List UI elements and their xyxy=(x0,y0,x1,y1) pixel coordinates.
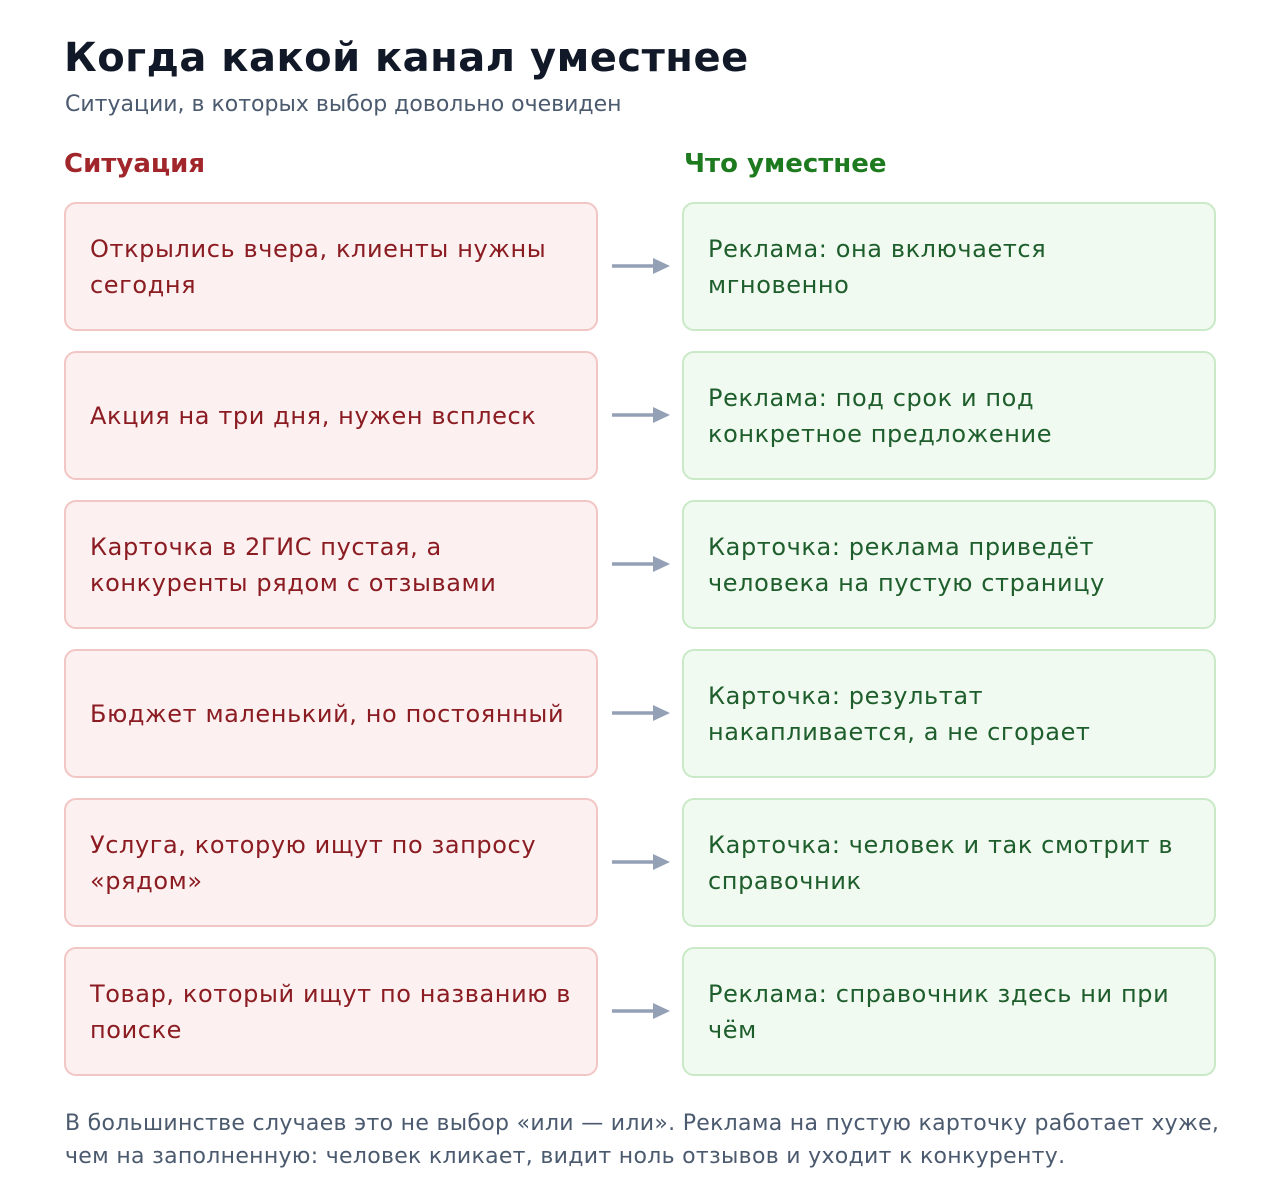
recommendation-card: Реклама: под срок и под конкретное предложение xyxy=(682,351,1216,480)
footnote: В большинстве случаев это не выбор «или — или». Реклама на пустую карточку работает хуже, чем на заполненную: человек кликает, видит ноль отзывов и уходит к конкуренту. xyxy=(65,1111,1220,1169)
comparison-row xyxy=(64,351,1216,480)
situation-card: Услуга, которую ищут по запросу «рядом» xyxy=(64,798,598,927)
arrow-right-icon xyxy=(612,705,670,721)
arrow-right-icon xyxy=(612,258,670,274)
comparison-row xyxy=(64,947,1216,1076)
comparison-row xyxy=(64,798,1216,927)
comparison-rows xyxy=(64,202,1216,1096)
arrow-right-icon xyxy=(612,556,670,572)
situation-column-heading: Ситуация xyxy=(64,149,206,179)
recommendation-card: Карточка: результат накапливается, а не сгорает xyxy=(682,649,1216,778)
page-subtitle: Ситуации, в которых выбор довольно очевиден xyxy=(65,92,622,117)
situation-card: Товар, который ищут по названию в поиске xyxy=(64,947,598,1076)
recommendation-card: Реклама: она включается мгновенно xyxy=(682,202,1216,331)
situation-card: Акция на три дня, нужен всплеск xyxy=(64,351,598,480)
recommendation-card: Реклама: справочник здесь ни при чём xyxy=(682,947,1216,1076)
recommendation-column-heading: Что уместнее xyxy=(684,149,887,179)
recommendation-card: Карточка: человек и так смотрит в справочник xyxy=(682,798,1216,927)
situation-card: Бюджет маленький, но постоянный xyxy=(64,649,598,778)
situation-card: Открылись вчера, клиенты нужны сегодня xyxy=(64,202,598,331)
situation-card: Карточка в 2ГИС пустая, а конкуренты рядом с отзывами xyxy=(64,500,598,629)
comparison-row xyxy=(64,202,1216,331)
comparison-row xyxy=(64,649,1216,778)
arrow-right-icon xyxy=(612,1003,670,1019)
page-title: Когда какой канал уместнее xyxy=(64,35,749,81)
arrow-right-icon xyxy=(612,854,670,870)
comparison-row xyxy=(64,500,1216,629)
recommendation-card: Карточка: реклама приведёт человека на пустую страницу xyxy=(682,500,1216,629)
arrow-right-icon xyxy=(612,407,670,423)
